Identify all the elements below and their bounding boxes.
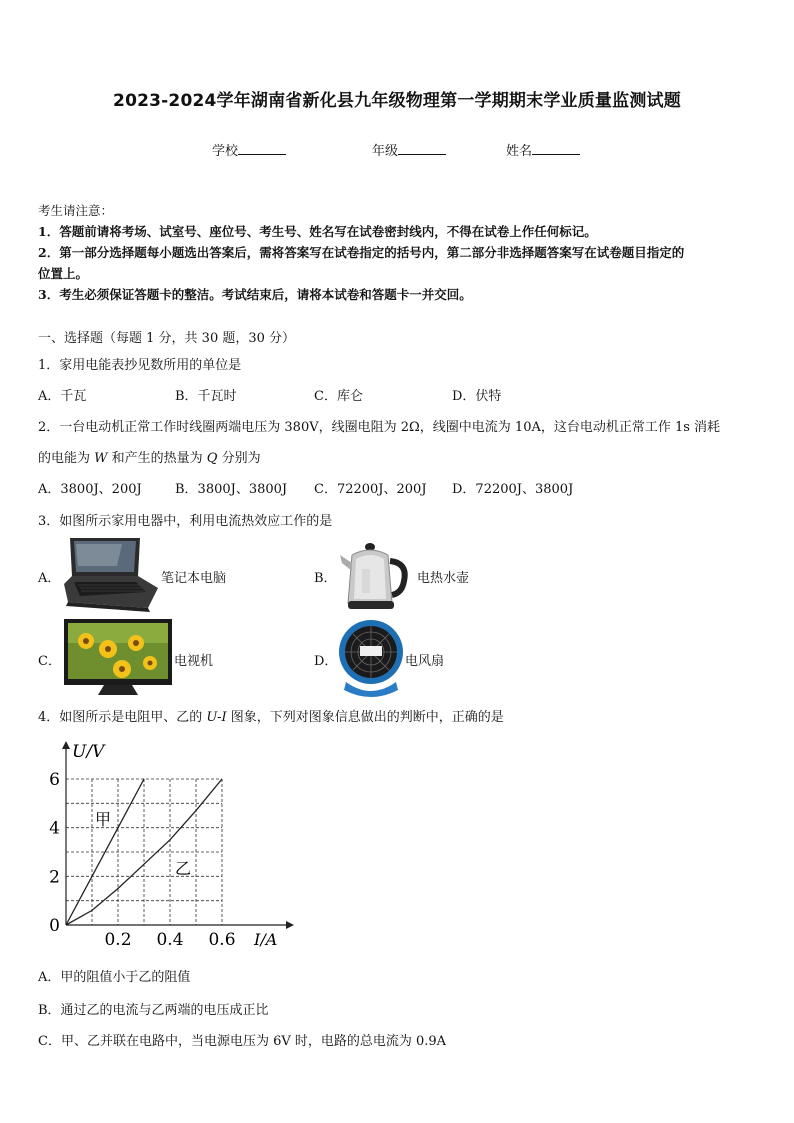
notice-item-1: 1．答题前请将考场、试室号、座位号、考生号、姓名写在试卷密封线内，不得在试卷上作任何标记。	[38, 224, 597, 239]
name-blank	[532, 142, 580, 155]
name-label: 姓名	[506, 144, 533, 159]
y-axis-label: U/V	[72, 742, 105, 762]
school-blank	[238, 142, 286, 155]
q2-option-a: A．3800J、200J	[38, 482, 142, 497]
q3-option-a-label: 笔记本电脑	[161, 571, 227, 586]
q3-option-d-letter: D．	[314, 654, 338, 669]
q2-stem-line1: 2．一台电动机正常工作时线圈两端电压为 380V，线圈电阻为 2Ω，线圈中电流为 10A，这台电动机正常工作 1s 消耗	[38, 420, 721, 435]
ui-graph	[38, 735, 298, 955]
grade-blank	[398, 142, 446, 155]
electric-fan-icon	[336, 618, 406, 698]
school-field	[212, 140, 286, 159]
q1-option-b: B．千瓦时	[175, 389, 237, 404]
q2-option-c: C．72200J、200J	[314, 482, 427, 497]
grade-label: 年级	[372, 144, 399, 159]
x-axis-arrow	[286, 921, 294, 929]
q3-option-b-letter: B．	[314, 571, 337, 586]
y-tick-label-4: 4	[49, 818, 60, 839]
q4-option-c: C．甲、乙并联在电路中，当电源电压为 6V 时，电路的总电流为 0.9A	[38, 1034, 447, 1049]
electric-kettle-icon	[336, 533, 416, 617]
q1-option-c: C．库仑	[314, 389, 363, 404]
x-axis-label: I/A	[254, 930, 278, 949]
notice-item-3: 3．考生必须保证答题卡的整洁。考试结束后，请将本试卷和答题卡一并交回。	[38, 287, 472, 302]
notice-heading: 考生请注意：	[38, 203, 114, 218]
q3-option-d-label: 电风扇	[405, 654, 445, 669]
notice-item-2-cont: 位置上。	[38, 266, 89, 281]
series-label-1: 甲	[95, 810, 112, 830]
q2-option-d: D．72200J、3800J	[452, 482, 574, 497]
name-field	[506, 140, 580, 159]
television-icon	[64, 619, 172, 695]
page-title: 2023-2024学年湖南省新化县九年级物理第一学期期末学业质量监测试题	[113, 91, 681, 111]
q3-stem: 3．如图所示家用电器中，利用电流热效应工作的是	[38, 514, 333, 529]
q3-option-c-letter: C．	[38, 654, 61, 669]
q3-option-a-letter: A．	[38, 571, 61, 586]
q2-option-b: B．3800J、3800J	[175, 482, 288, 497]
laptop-icon	[62, 536, 160, 612]
q4-option-a: A．甲的阻值小于乙的阻值	[38, 970, 191, 985]
q4-stem: 4．如图所示是电阻甲、乙的 U-I 图象，下列对图象信息做出的判断中，正确的是	[38, 710, 504, 725]
x-tick-label-0.4: 0.4	[156, 930, 184, 950]
y-tick-label-2: 2	[49, 867, 60, 888]
grade-field	[372, 140, 446, 159]
q1-option-d: D．伏特	[452, 389, 502, 404]
section-heading: 一、选择题（每题 1 分，共 30 题，30 分）	[38, 331, 296, 346]
q3-option-b-label: 电热水壶	[417, 571, 470, 586]
q4-option-b: B．通过乙的电流与乙两端的电压成正比	[38, 1003, 269, 1018]
series-label-2: 乙	[175, 858, 192, 878]
q1-stem: 1．家用电能表抄见数所用的单位是	[38, 358, 242, 373]
y-tick-label-6: 6	[49, 770, 60, 790]
y-tick-label-0: 0	[49, 916, 60, 936]
school-label: 学校	[212, 144, 239, 159]
y-axis-arrow	[62, 741, 70, 749]
notice-item-2: 2．第一部分选择题每小题选出答案后，需将答案写在试卷指定的括号内，第二部分非选择题答案写在试卷题目指定的	[38, 245, 685, 260]
q1-option-a: A．千瓦	[38, 389, 87, 404]
chart-grid	[66, 779, 222, 925]
x-tick-label-0.2: 0.2	[104, 930, 132, 950]
q2-stem-line2: 的电能为 W 和产生的热量为 Q 分别为	[38, 451, 261, 466]
x-tick-label-0.6: 0.6	[208, 930, 236, 950]
q3-option-c-label: 电视机	[174, 654, 214, 669]
